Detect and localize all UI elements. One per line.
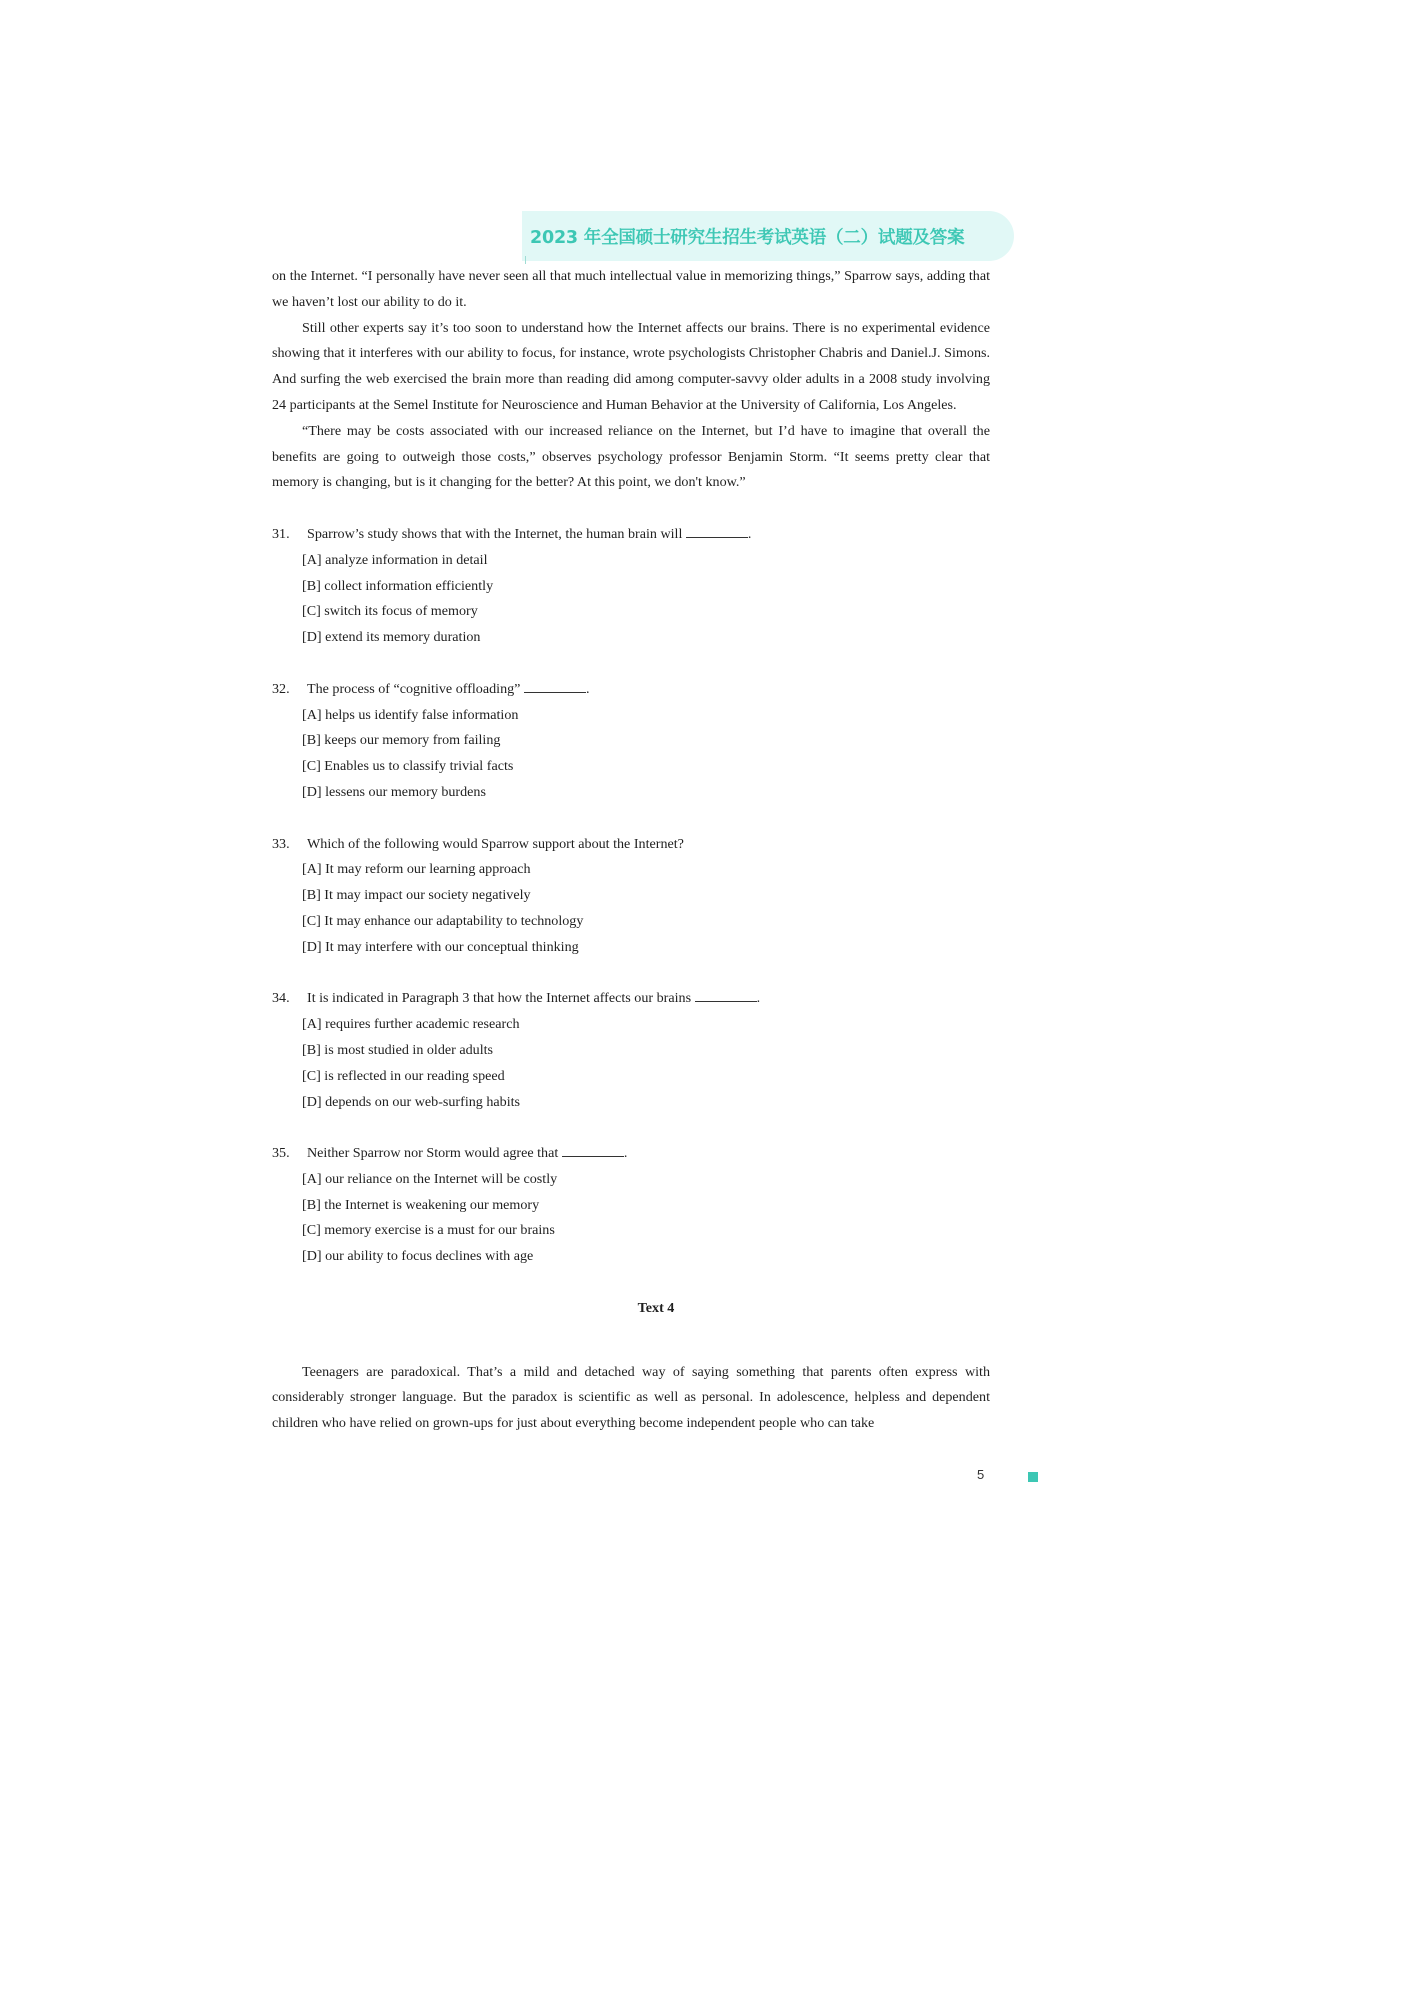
question-text: Neither Sparrow nor Storm would agree that <box>307 1145 559 1162</box>
page-header-title: 2023 年全国硕士研究生招生考试英语（二）试题及答案 <box>530 228 965 248</box>
corner-square-mark <box>1028 1472 1038 1482</box>
passage-paragraph: “There may be costs associated with our increased reliance on the Internet, but I’d have to imagine that overall the benefits are going to outweigh those costs,” observes psychology professor Benjamin Storm. “It seems pretty clear that memory is changing, but is it changing for the better? At this point, we don't know.” <box>272 422 990 491</box>
text4-paragraph: Teenagers are paradoxical. That’s a mild and detached way of saying something that parents often express with considerably stronger language. But the paradox is scientific as well as personal. In adolescence, helpless and dependent children who have relied on grown-ups for just about everything become independent people who can take <box>272 1363 990 1432</box>
question-stem <box>272 1141 990 1167</box>
header-divider <box>525 256 526 264</box>
question-number: 34. <box>272 990 290 1007</box>
question-number: 31. <box>272 525 290 542</box>
option-a: [A] It may reform our learning approach <box>302 861 531 878</box>
option-b: [B] keeps our memory from failing <box>302 732 501 749</box>
question-stem <box>272 832 990 858</box>
option-b: [B] collect information efficiently <box>302 577 494 594</box>
question-33 <box>272 832 990 961</box>
passage-paragraph: Still other experts say it’s too soon to understand how the Internet affects our brains. There is no experimental evidence showing that it interferes with our ability to focus, for instance, wrote psychologists Christopher Chabris and Daniel.J. Simons. And surfing the web exercised the brain more than reading did among computer-savvy older adults in a 2008 study involving 24 participants at the Semel Institute for Neuroscience and Human Behavior at the University of California, Los Angeles. <box>272 319 990 413</box>
option-b: [B] It may impact our society negatively <box>302 887 531 904</box>
page-number: 5 <box>977 1467 985 1482</box>
question-35 <box>272 1141 990 1270</box>
answer-blank <box>562 1143 624 1157</box>
question-suffix: . <box>585 680 590 697</box>
option-d: [D] extend its memory duration <box>302 629 481 646</box>
question-31 <box>272 522 990 651</box>
question-number: 35. <box>272 1145 290 1162</box>
question-suffix: . <box>747 525 752 542</box>
option-a: [A] helps us identify false information <box>302 706 519 723</box>
page-content <box>272 264 990 1437</box>
question-text: Sparrow’s study shows that with the Internet, the human brain will <box>307 525 683 542</box>
question-suffix: . <box>756 990 761 1007</box>
question-text: It is indicated in Paragraph 3 that how the Internet affects our brains <box>307 990 692 1007</box>
question-stem <box>272 522 990 548</box>
answer-blank <box>686 524 748 538</box>
option-d: [D] depends on our web-surfing habits <box>302 1093 521 1110</box>
question-stem <box>272 986 990 1012</box>
passage-paragraph-continuation: on the Internet. “I personally have never seen all that much intellectual value in memorizing things,” Sparrow says, adding that we haven’t lost our ability to do it. <box>272 268 990 310</box>
option-a: [A] analyze information in detail <box>302 551 488 568</box>
option-a: [A] requires further academic research <box>302 1016 520 1033</box>
option-a: [A] our reliance on the Internet will be costly <box>302 1170 558 1187</box>
question-number: 32. <box>272 680 290 697</box>
option-c: [C] is reflected in our reading speed <box>302 1067 505 1084</box>
option-b: [B] is most studied in older adults <box>302 1041 494 1058</box>
answer-blank <box>695 988 757 1002</box>
question-text: Which of the following would Sparrow support about the Internet? <box>307 835 684 852</box>
question-suffix: . <box>623 1145 628 1162</box>
question-32 <box>272 677 990 806</box>
question-text: The process of “cognitive offloading” <box>307 680 521 697</box>
option-d: [D] our ability to focus declines with age <box>302 1248 534 1265</box>
section-title: Text 4 <box>637 1299 675 1316</box>
option-c: [C] switch its focus of memory <box>302 603 478 620</box>
question-stem <box>272 677 990 703</box>
question-number: 33. <box>272 835 290 852</box>
option-b: [B] the Internet is weakening our memory <box>302 1196 540 1213</box>
option-d: [D] lessens our memory burdens <box>302 783 486 800</box>
option-d: [D] It may interfere with our conceptual thinking <box>302 938 579 955</box>
option-c: [C] memory exercise is a must for our brains <box>302 1222 555 1239</box>
option-c: [C] Enables us to classify trivial facts <box>302 758 514 775</box>
question-34 <box>272 986 990 1115</box>
option-c: [C] It may enhance our adaptability to technology <box>302 912 584 929</box>
answer-blank <box>524 679 586 693</box>
